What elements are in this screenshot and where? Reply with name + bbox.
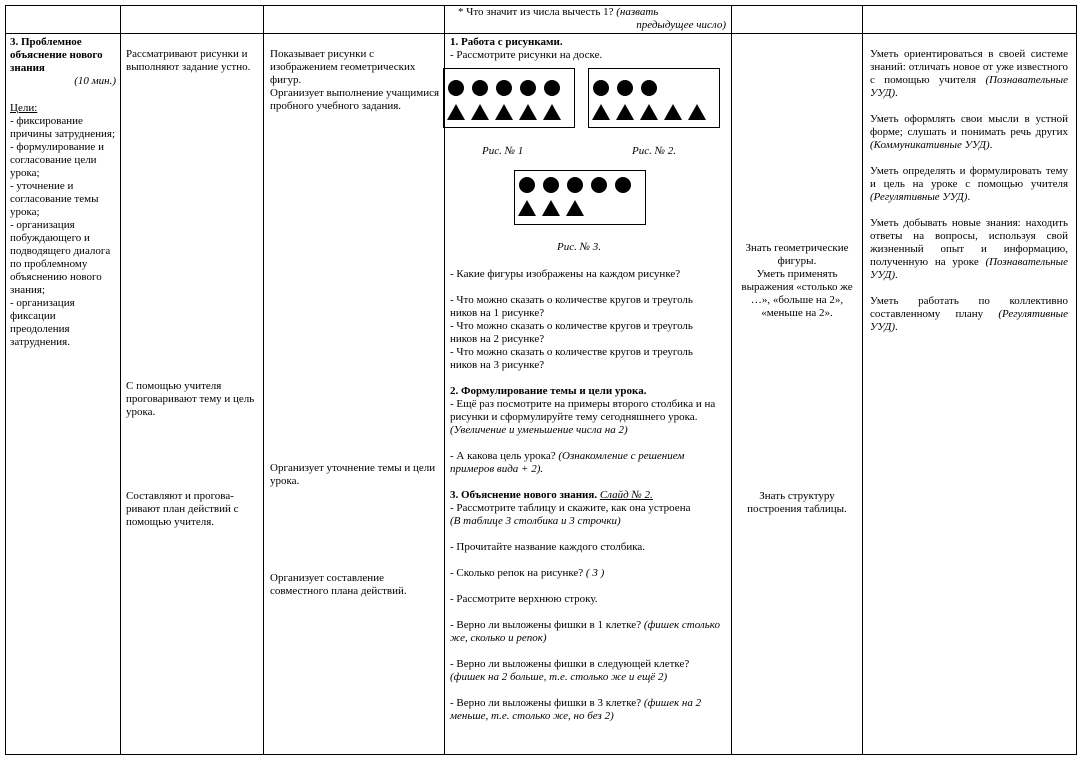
figure-3-shapes [515,171,645,224]
question-3: - Что можно сказать о количестве кругов и треуголь ников на 2 рисунке? [450,320,693,345]
question-4: - Что можно сказать о количестве кругов и треуголь ников на 3 рисунке? [450,346,693,371]
teacher-c: Организует составление совместного плана действий. [270,572,407,597]
circle-shape [519,177,535,193]
circle-shape [543,177,559,193]
triangle-shape [447,104,465,120]
goal-italic: (Ознакомление с решением примеров вида + 2). [450,450,685,475]
circle-shape [567,177,583,193]
s3-question-6: - Верно ли выложены фишки в следующей клетке? [450,658,690,670]
section3-slide: Слайд № 2. [599,489,653,501]
triangle-shape [543,104,561,120]
table-border [1076,5,1077,755]
uud-item: Уметь добывать новые знания: находить ответы на вопросы, используя свой жизненный опыт и информацию, полученную на уроке (Познавательные УУД). [870,217,1068,281]
figure-3 [514,170,646,225]
table-border [5,754,1077,755]
goals-list: - фиксирование причины затруднения; - формулирование и согласование цели урока; - уточнение и согласование темы урока; - организация побуждающего и подводящего диалога по проблемному объяснению нового знания; - организация фиксации преодоления затруднения. [10,115,116,348]
question-2: - Что можно сказать о количестве кругов и треуголь ников на 1 рисунке? [450,294,693,319]
circle-shape [615,177,631,193]
s3-question-3-answer: ( 3 ) [585,567,605,579]
s3-question-4: - Рассмотрите верхнюю строку. [450,593,598,605]
uud-list [870,48,1068,334]
figure-2 [588,68,720,128]
circle-shape [520,80,536,96]
triangle-shape [640,104,658,120]
uud-item: Уметь оформлять свои мысли в устной форме; слушать и понимать речь других (Коммуникативные УУД). [870,113,1068,151]
s3-question-2: - Прочитайте название каждого столбика. [450,541,646,553]
table-border [5,5,6,755]
section2-title: 2. Формулирование темы и цели урока. [450,385,647,397]
content-s1 [450,36,726,62]
goals-label: Цели: [10,102,38,114]
s3-question-1-answer: (В таблице 3 столбика и 3 строчки) [450,515,621,527]
figure-1-shapes [444,69,574,127]
s3-question-3: - Сколько репок на рисунке? [450,567,586,579]
triangle-shape [542,200,560,216]
circle-shape [472,80,488,96]
stage-cell [10,36,116,349]
figure-2-shapes [589,69,719,127]
circle-shape [448,80,464,96]
top-row-line: * Что значит из числа вычесть 1? [458,6,617,18]
circle-shape [641,80,657,96]
stage-time: (10 мин.) [74,75,116,87]
section1-line: - Рассмотрите рисунки на доске. [450,49,603,61]
triangle-shape [519,104,537,120]
uud-item: Уметь работать по коллективно составленному плану (Регулятивные УУД). [870,295,1068,333]
s3-question-6-answer: (фишек на 2 больше, т.е. столько же и ещё 2) [450,671,668,683]
teacher-a: Показывает рисунки с изображением геометрических фигур. Организует выполнение учащимися пробного учебного задания. [270,48,440,112]
s3-question-5: - Верно ли выложены фишки в 1 клетке? [450,619,644,631]
section1-title: 1. Работа с рисунками. [450,36,563,48]
table-border [862,5,863,755]
students-c: Составляют и прогова-ривают план действий с помощью учителя. [126,490,239,528]
students-a: Рассматривают рисунки и выполняют задание устно. [126,48,251,73]
table-border [120,5,121,755]
figure-3-caption: Рис. № 3. [557,241,601,253]
circle-shape [593,80,609,96]
section2-text: - Ещё раз посмотрите на примеры второго столбика и на рисунки и сформулируйте тему сегодняшнего урока. [450,398,716,423]
circle-shape [617,80,633,96]
table-border [263,5,264,755]
triangle-shape [566,200,584,216]
triangle-shape [518,200,536,216]
triangle-shape [688,104,706,120]
s3-question-7: - Верно ли выложены фишки в 3 клетке? [450,697,644,709]
section3-title: 3. Объяснение нового знания. [450,489,600,501]
figure-1 [443,68,575,128]
triangle-shape [471,104,489,120]
circle-shape [591,177,607,193]
goal-question: - А какова цель урока? [450,450,559,462]
question-1: - Какие фигуры изображены на каждом рисунке? [450,268,681,280]
s3-question-5-answer: (фишек столько же, сколько и репок) [450,619,720,644]
figure-1-caption: Рис. № 1 [482,145,524,157]
triangle-shape [616,104,634,120]
table-border [731,5,732,755]
circle-shape [544,80,560,96]
top-row-text [450,6,726,32]
results-b: Знать структуру построения таблицы. [747,490,847,515]
s3-question-7-answer: (фишек на 2 меньше, т.е. столько же, но без 2) [450,697,702,722]
triangle-shape [664,104,682,120]
uud-item: Уметь определять и формулировать тему и цель на уроке с помощью учителя (Регулятивные УУД). [870,165,1068,203]
triangle-shape [592,104,610,120]
students-b: С помощью учителя проговаривают тему и цель урока. [126,380,255,418]
teacher-b: Организует уточнение темы и цели урока. [270,462,436,487]
content-questions [450,268,722,723]
top-row-italic: (назвать [616,6,659,18]
table-border [5,33,1077,34]
figure-2-caption: Рис. № 2. [632,145,676,157]
circle-shape [496,80,512,96]
stage-title: 3. Проблемное объяснение нового знания [10,36,103,74]
s3-question-1: - Рассмотрите таблицу и скажите, как она устроена [450,502,691,514]
triangle-shape [495,104,513,120]
top-row-line2: предыдущее число) [636,19,726,31]
results-a: Знать геометрические фигуры. Уметь применять выражения «столько же …», «больше на 2», «меньше на 2». [741,242,853,319]
uud-item: Уметь ориентироваться в своей системе знаний: отличать новое от уже известного с помощью учителя (Познавательные УУД). [870,48,1068,99]
section2-italic: (Увеличение и уменьшение числа на 2) [450,424,628,436]
